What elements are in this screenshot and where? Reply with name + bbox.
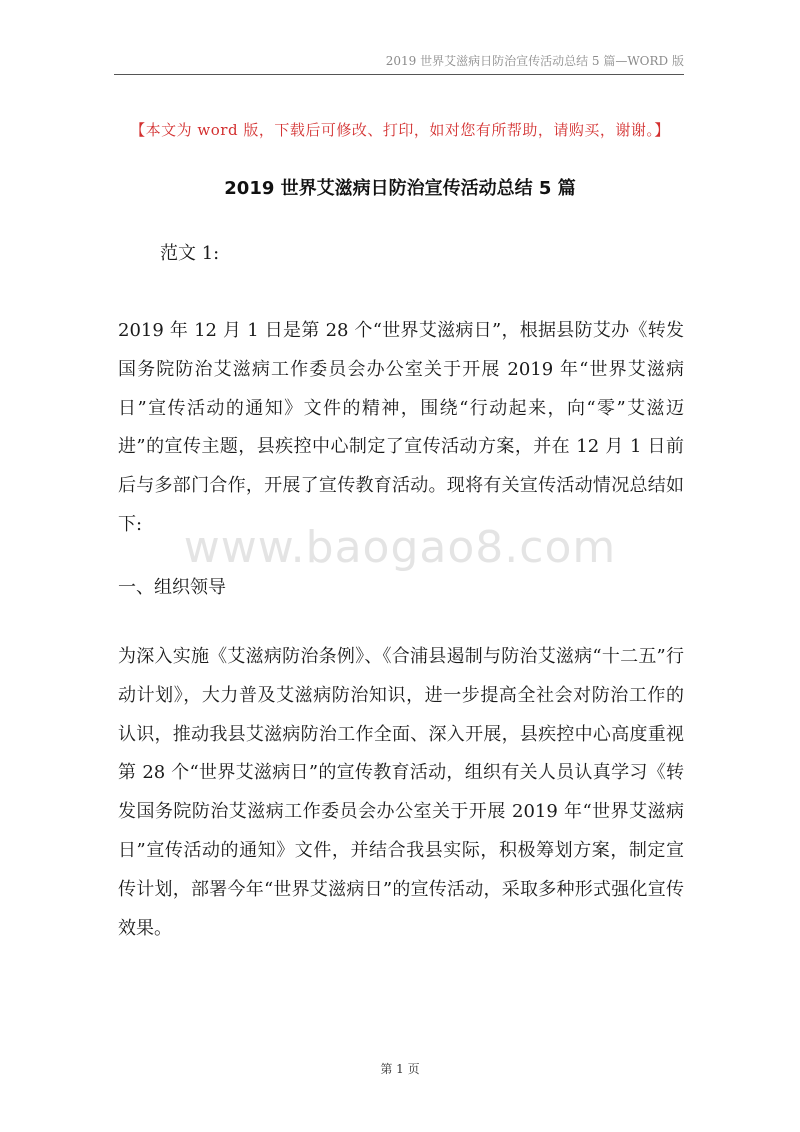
paragraph-intro: 2019 年 12 月 1 日是第 28 个“世界艾滋病日”，根据县防艾办《转发国务院防治艾滋病工作委员会办公室关于开展 2019 年“世界艾滋病日”宣传活动的通知》文件的精神，围绕“行动起来，向“零”艾滋迈进”的宣传主题，县疾控中心制定了宣传活动方案，并在 12 月 1 日前后与多部门合作，开展了宣传教育活动。现将有关宣传活动情况总结如下: xyxy=(118,320,684,535)
watermark: www.baogao8.com xyxy=(183,522,617,573)
paragraph-organization: 为深入实施《艾滋病防治条例》、《合浦县遏制与防治艾滋病“十二五”行动计划》，大力普及艾滋病防治知识，进一步提高全社会对防治工作的认识，推动我县艾滋病防治工作全面、深入开展，县疾控中心高度重视第 28 个“世界艾滋病日”的宣传教育活动，组织有关人员认真学习《转发国务院防治艾滋病工作委员会办公室关于开展 2019 年“世界艾滋病日”宣传活动的通知》文件，并结合我县实际，积极筹划方案，制定宣传计划，部署今年“世界艾滋病日”的宣传活动，采取多种形式强化宣传效果。 xyxy=(118,646,684,939)
section-heading-organization: 一、组织领导 xyxy=(118,577,226,598)
header-divider xyxy=(114,74,684,75)
document-title: 2019 世界艾滋病日防治宣传活动总结 5 篇 xyxy=(224,178,576,199)
page-number: 第 1 页 xyxy=(380,1062,420,1076)
running-header: 2019 世界艾滋病日防治宣传活动总结 5 篇—WORD 版 xyxy=(385,54,684,68)
download-notice: 【本文为 word 版，下载后可修改、打印，如对您有所帮助，请购买，谢谢。】 xyxy=(130,121,670,139)
section-label: 范文 1: xyxy=(160,243,220,264)
